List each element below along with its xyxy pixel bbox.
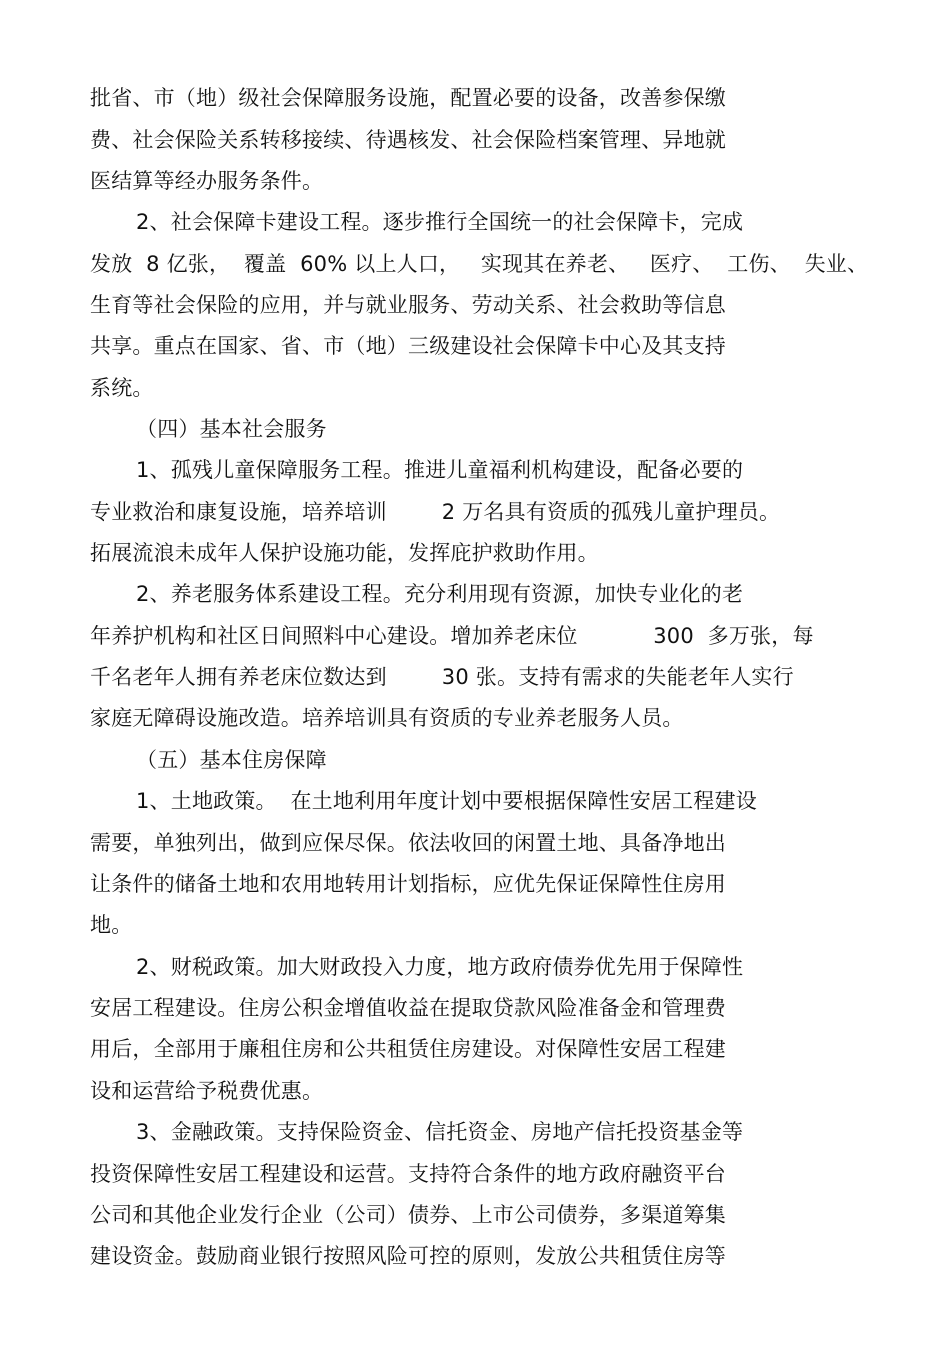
text-line: 费、社会保险关系转移接续、待遇核发、社会保险档案管理、异地就 — [90, 128, 726, 152]
text-line: 医结算等经办服务条件。 — [90, 169, 324, 193]
paragraph-start: 2、养老服务体系建设工程。充分利用现有资源，加快专业化的老 — [136, 582, 744, 606]
text-line: 让条件的储备土地和农用地转用计划指标，应优先保证保障性住房用 — [90, 872, 726, 896]
paragraph-start: 3、金融政策。支持保险资金、信托资金、房地产信托投资基金等 — [136, 1120, 744, 1144]
text-line: 安居工程建设。住房公积金增值收益在提取贷款风险准备金和管理费 — [90, 996, 726, 1020]
text-line: 建设资金。鼓励商业银行按照风险可控的原则，发放公共租赁住房等 — [90, 1244, 726, 1268]
section-heading: （五）基本住房保障 — [136, 748, 327, 772]
text-line: 地。 — [90, 913, 133, 937]
paragraph-start: 1、土地政策。 在土地利用年度计划中要根据保障性安居工程建设 — [136, 789, 757, 813]
text-line: 共享。重点在国家、省、市（地）三级建设社会保障卡中心及其支持 — [90, 334, 726, 358]
text-line: 专业救治和康复设施，培养培训 2 万名具有资质的孤残儿童护理员。 — [90, 500, 781, 524]
text-line: 家庭无障碍设施改造。培养培训具有资质的专业养老服务人员。 — [90, 706, 684, 730]
text-line: 年养护机构和社区日间照料中心建设。增加养老床位 300 多万张，每 — [90, 624, 814, 648]
text-line: 用后，全部用于廉租住房和公共租赁住房建设。对保障性安居工程建 — [90, 1037, 726, 1061]
text-line: 需要，单独列出，做到应保尽保。依法收回的闲置土地、具备净地出 — [90, 831, 726, 855]
text-line: 设和运营给予税费优惠。 — [90, 1079, 324, 1103]
text-line: 投资保障性安居工程建设和运营。支持符合条件的地方政府融资平台 — [90, 1162, 726, 1186]
text-line: 生育等社会保险的应用，并与就业服务、劳动关系、社会救助等信息 — [90, 293, 726, 317]
text-line: 拓展流浪未成年人保护设施功能，发挥庇护救助作用。 — [90, 541, 599, 565]
text-line: 系统。 — [90, 376, 154, 400]
paragraph-start: 2、财税政策。加大财政投入力度，地方政府债券优先用于保障性 — [136, 955, 744, 979]
section-heading: （四）基本社会服务 — [136, 417, 327, 441]
paragraph-start: 1、孤残儿童保障服务工程。推进儿童福利机构建设，配备必要的 — [136, 458, 744, 482]
text-line: 批省、市（地）级社会保障服务设施，配置必要的设备，改善参保缴 — [90, 86, 726, 110]
paragraph-start: 2、社会保障卡建设工程。逐步推行全国统一的社会保障卡，完成 — [136, 210, 744, 234]
text-line: 千名老年人拥有养老床位数达到 30 张。支持有需求的失能老年人实行 — [90, 665, 794, 689]
text-line: 公司和其他企业发行企业（公司）债券、上市公司债券，多渠道筹集 — [90, 1203, 726, 1227]
text-line: 发放 8 亿张， 覆盖 60% 以上人口， 实现其在养老、 医疗、 工伤、 失业、 — [90, 252, 869, 276]
